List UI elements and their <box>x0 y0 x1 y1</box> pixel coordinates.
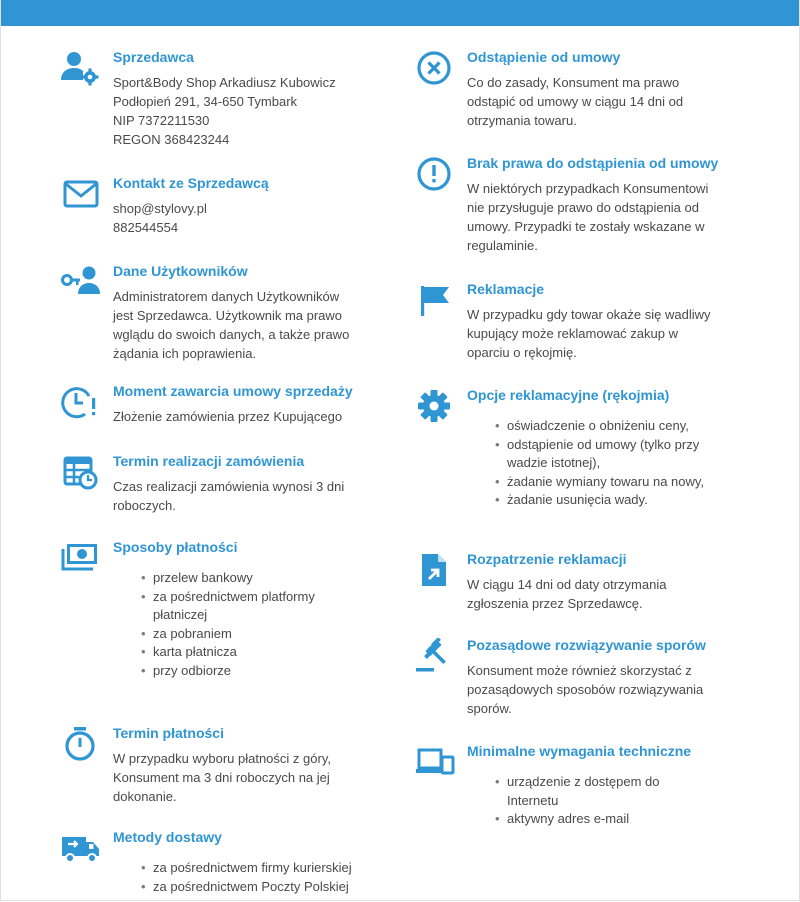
section-content <box>113 382 389 426</box>
section-text-line: pozasądowych sposobów rozwiązywania <box>467 682 704 697</box>
section-text-line: Administratorem danych Użytkowników <box>113 289 340 304</box>
section-text-line: Podłopień 291, 34-650 Tymbark <box>113 94 298 109</box>
section-title: Pozasądowe rozwiązywanie sporów <box>467 637 706 653</box>
section-content <box>113 538 389 681</box>
section-text-line: oparciu o rękojmię. <box>467 345 577 360</box>
section-content <box>467 48 753 130</box>
exclamation-circle-icon <box>413 156 455 192</box>
section-text-line: Czas realizacji zamówienia wynosi 3 dni <box>113 479 345 494</box>
section-content <box>113 724 389 806</box>
bullet-list <box>113 569 389 681</box>
section-title: Reklamacje <box>467 281 545 297</box>
section-opcje-reklamacyjne-rekojmia <box>413 386 753 510</box>
section-text-line: NIP 7372211530 <box>113 113 210 128</box>
circle-x-icon <box>413 50 455 86</box>
section-content <box>467 636 753 718</box>
money-icon <box>59 540 101 576</box>
section-dane-uzytkownikow <box>59 262 389 363</box>
bullet-item: • urządzenie z dostępem do Internetu <box>495 773 753 810</box>
section-text-line: otrzymania towaru. <box>467 113 577 128</box>
section-title: Odstąpienie od umowy <box>467 49 621 65</box>
section-text-line: umowy. Przypadki te zostały wskazane w <box>467 219 705 234</box>
calendar-clock-icon <box>59 454 101 490</box>
bullet-item: • za pośrednictwem Poczty Polskiej <box>141 878 389 897</box>
section-content <box>467 550 753 613</box>
top-bar <box>1 0 799 26</box>
truck-icon <box>59 830 101 866</box>
section-text-line: W przypadku gdy towar okaże się wadliwy <box>467 307 711 322</box>
section-text-line: Co do zasady, Konsument ma prawo <box>467 75 680 90</box>
section-text-line: 882544554 <box>113 220 179 235</box>
section-moment-zawarcia-umowy-sprzedazy <box>59 382 389 426</box>
section-sprzedawca <box>59 48 389 149</box>
section-text-line: Konsument ma 3 dni roboczych na jej <box>113 770 330 785</box>
section-title: Moment zawarcia umowy sprzedaży <box>113 383 353 399</box>
section-rozpatrzenie-reklamacji <box>413 550 753 613</box>
section-text-line: W ciągu 14 dni od daty otrzymania <box>467 577 667 592</box>
user-gear-icon <box>59 50 101 86</box>
section-content <box>467 386 753 510</box>
section-content <box>467 742 753 829</box>
section-title: Dane Użytkowników <box>113 263 248 279</box>
section-brak-prawa-do-odstapienia-od-umowy <box>413 154 753 255</box>
bullet-item: • żadanie wymiany towaru na nowy, <box>495 473 753 492</box>
section-title: Kontakt ze Sprzedawcą <box>113 175 269 191</box>
section-title: Rozpatrzenie reklamacji <box>467 551 627 567</box>
bullet-item: • przy odbiorze <box>141 662 389 681</box>
bullet-item: • za pobraniem <box>141 625 389 644</box>
section-text-line: sporów. <box>467 701 512 716</box>
section-text-line: W niektórych przypadkach Konsumentowi <box>467 181 709 196</box>
section-title: Minimalne wymagania techniczne <box>467 743 692 759</box>
section-text-line: kupujący może reklamować zakup w <box>467 326 678 341</box>
bullet-item: • odstąpienie od umowy (tylko przy wadzie istotnej), <box>495 436 753 473</box>
section-text-line: nie przysługuje prawo do odstąpienia od <box>467 200 699 215</box>
section-text-line: Konsument może również skorzystać z <box>467 663 692 678</box>
section-text-line: dokonanie. <box>113 789 177 804</box>
gavel-icon <box>413 638 455 674</box>
bullet-list <box>467 417 753 510</box>
section-title: Termin realizacji zamówienia <box>113 453 305 469</box>
section-text-line: żądania ich poprawienia. <box>113 346 257 361</box>
section-odstapienie-od-umowy <box>413 48 753 130</box>
bullet-list <box>113 859 389 896</box>
bullet-item: • za pośrednictwem firmy kurierskiej <box>141 859 389 878</box>
bullet-item: • przelew bankowy <box>141 569 389 588</box>
section-text-line: shop@stylovy.pl <box>113 201 207 216</box>
section-title: Brak prawa do odstąpienia od umowy <box>467 155 719 171</box>
bullet-item: • za pośrednictwem platformy płatniczej <box>141 588 389 625</box>
section-content <box>113 174 389 237</box>
section-metody-dostawy <box>59 828 389 896</box>
section-text-line: wglądu do swoich danych, a także prawo <box>113 327 350 342</box>
gear-icon <box>413 388 455 424</box>
bullet-item: • aktywny adres e-mail <box>495 810 753 829</box>
document-arrow-icon <box>413 552 455 588</box>
section-text-line: Złożenie zamówienia przez Kupującego <box>113 409 343 424</box>
section-content <box>467 154 753 255</box>
section-kontakt-ze-sprzedawca <box>59 174 389 237</box>
section-termin-realizacji-zamowienia <box>59 452 389 515</box>
section-title: Opcje reklamacyjne (rękojmia) <box>467 387 670 403</box>
section-content <box>113 262 389 363</box>
section-pozasadowe-rozwiazywanie-sporow <box>413 636 753 718</box>
section-text-line: regulaminie. <box>467 238 538 253</box>
section-text-line: odstąpić od umowy w ciągu 14 dni od <box>467 94 684 109</box>
section-text-line: zgłoszenia przez Sprzedawcę. <box>467 596 643 611</box>
section-reklamacje <box>413 280 753 362</box>
section-content <box>113 828 389 896</box>
bullet-item: • żadanie usunięcia wady. <box>495 491 753 510</box>
flag-icon <box>413 282 455 318</box>
section-minimalne-wymagania-techniczne <box>413 742 753 829</box>
section-content <box>113 452 389 515</box>
section-text-line: Sport&Body Shop Arkadiusz Kubowicz <box>113 75 336 90</box>
section-title: Metody dostawy <box>113 829 222 845</box>
bullet-item: • oświadczenie o obniżeniu ceny, <box>495 417 753 436</box>
section-text-line: jest Sprzedawca. Użytkownik ma prawo <box>113 308 343 323</box>
section-title: Termin płatności <box>113 725 224 741</box>
section-content <box>113 48 389 149</box>
section-text-line: W przypadku wyboru płatności z góry, <box>113 751 331 766</box>
section-title: Sposoby płatności <box>113 539 238 555</box>
stopwatch-icon <box>59 726 101 762</box>
section-text-line: roboczych. <box>113 498 176 513</box>
devices-icon <box>413 744 455 780</box>
section-text-line: REGON 368423244 <box>113 132 230 147</box>
section-sposoby-platnosci <box>59 538 389 681</box>
bullet-list <box>467 773 753 829</box>
envelope-icon <box>59 176 101 212</box>
clock-alert-icon <box>59 384 101 420</box>
bullet-item: • karta płatnicza <box>141 643 389 662</box>
key-user-icon <box>59 264 101 300</box>
section-content <box>467 280 753 362</box>
section-title: Sprzedawca <box>113 49 194 65</box>
section-termin-platnosci <box>59 724 389 806</box>
